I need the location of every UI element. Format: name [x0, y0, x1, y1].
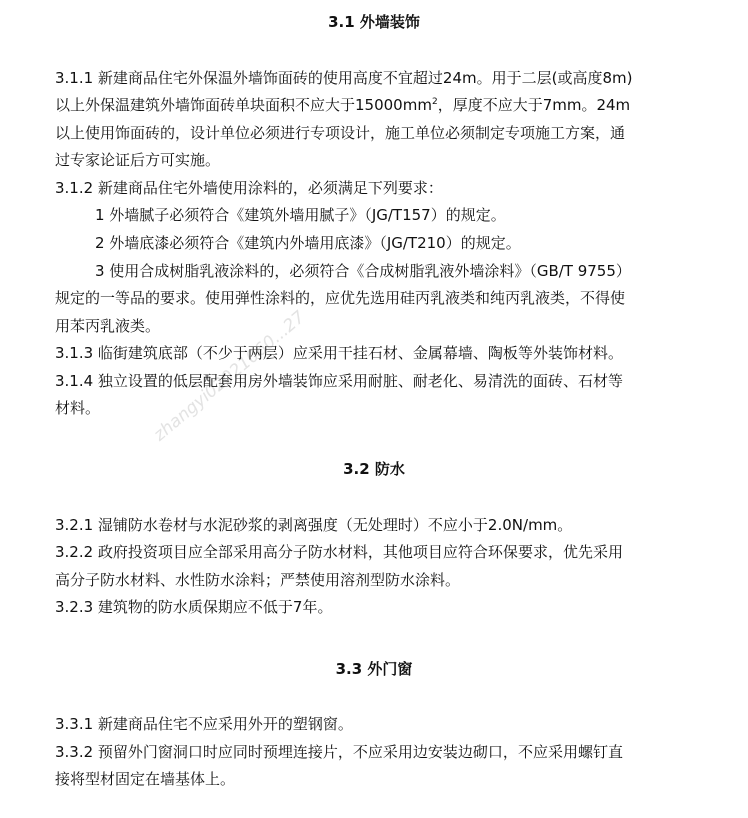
- clause-3-2-3: 3.2.3 建筑物的防水质保期应不低于7年。: [55, 598, 333, 616]
- clause-3-1-4: 3.1.4 独立设置的低层配套用房外墙装饰应采用耐脏、耐老化、易清洗的面砖、石材等: [55, 372, 623, 390]
- section-heading: 3.3 外门窗: [335, 660, 413, 678]
- paragraph-line: 用苯丙乳液类。: [55, 317, 161, 335]
- clause-3-2-1: 3.2.1 湿铺防水卷材与水泥砂浆的剥离强度（无处理时）不应小于2.0N/mm。: [55, 516, 573, 534]
- paragraph-line: 以上外保温建筑外墙饰面砖单块面积不应大于$15000mm^2$，厚度不应大于7mm。24m: [55, 96, 631, 114]
- paragraph-line: 过专家论证后方可实施。: [55, 151, 221, 169]
- clause-3-2-2: 3.2.2 政府投资项目应全部采用高分子防水材料，其他项目应符合环保要求，优先采用: [55, 543, 623, 561]
- list-item: 2 外墙底漆必须符合《建筑内外墙用底漆》（JG/T210）的规定。: [95, 234, 521, 252]
- paragraph-line: 以上使用饰面砖的，设计单位必须进行专项设计，施工单位必须制定专项施工方案，通: [55, 124, 626, 142]
- clause-3-1-2: 3.1.2 新建商品住宅外墙使用涂料的，必须满足下列要求：: [55, 179, 443, 197]
- paragraph-line: 材料。: [55, 399, 101, 417]
- section-heading: 3.1 外墙装饰: [328, 13, 420, 31]
- clause-3-3-2: 3.3.2 预留外门窗洞口时应同时预埋连接片，不应采用边安装边砌口，不应采用螺钉直: [55, 743, 623, 761]
- list-item: 3 使用合成树脂乳液涂料的，必须符合《合成树脂乳液外墙涂料》（GB/T 9755）: [95, 262, 631, 280]
- clause-3-1-3: 3.1.3 临街建筑底部（不少于两层）应采用干挂石材、金属幕墙、陶板等外装饰材料。: [55, 344, 623, 362]
- section-heading: 3.2 防水: [343, 460, 405, 478]
- paragraph-line: 高分子防水材料、水性防水涂料；严禁使用溶剂型防水涂料。: [55, 571, 461, 589]
- superscript: 2: [431, 97, 438, 107]
- paragraph-line: 规定的一等品的要求。使用弹性涂料的，应优先选用硅丙乳液类和纯丙乳液类，不得使: [55, 289, 626, 307]
- clause-3-1-1: 3.1.1 新建商品住宅外保温外墙饰面砖的使用高度不宜超过24m。用于二层(或高度8m): [55, 69, 633, 87]
- watermark: zhangyi02021060...27: [150, 307, 310, 446]
- clause-3-3-1: 3.3.1 新建商品住宅不应采用外开的塑钢窗。: [55, 715, 353, 733]
- list-item: 1 外墙腻子必须符合《建筑外墙用腻子》（JG/T157）的规定。: [95, 206, 506, 224]
- paragraph-line: 接将型材固定在墙基体上。: [55, 770, 236, 788]
